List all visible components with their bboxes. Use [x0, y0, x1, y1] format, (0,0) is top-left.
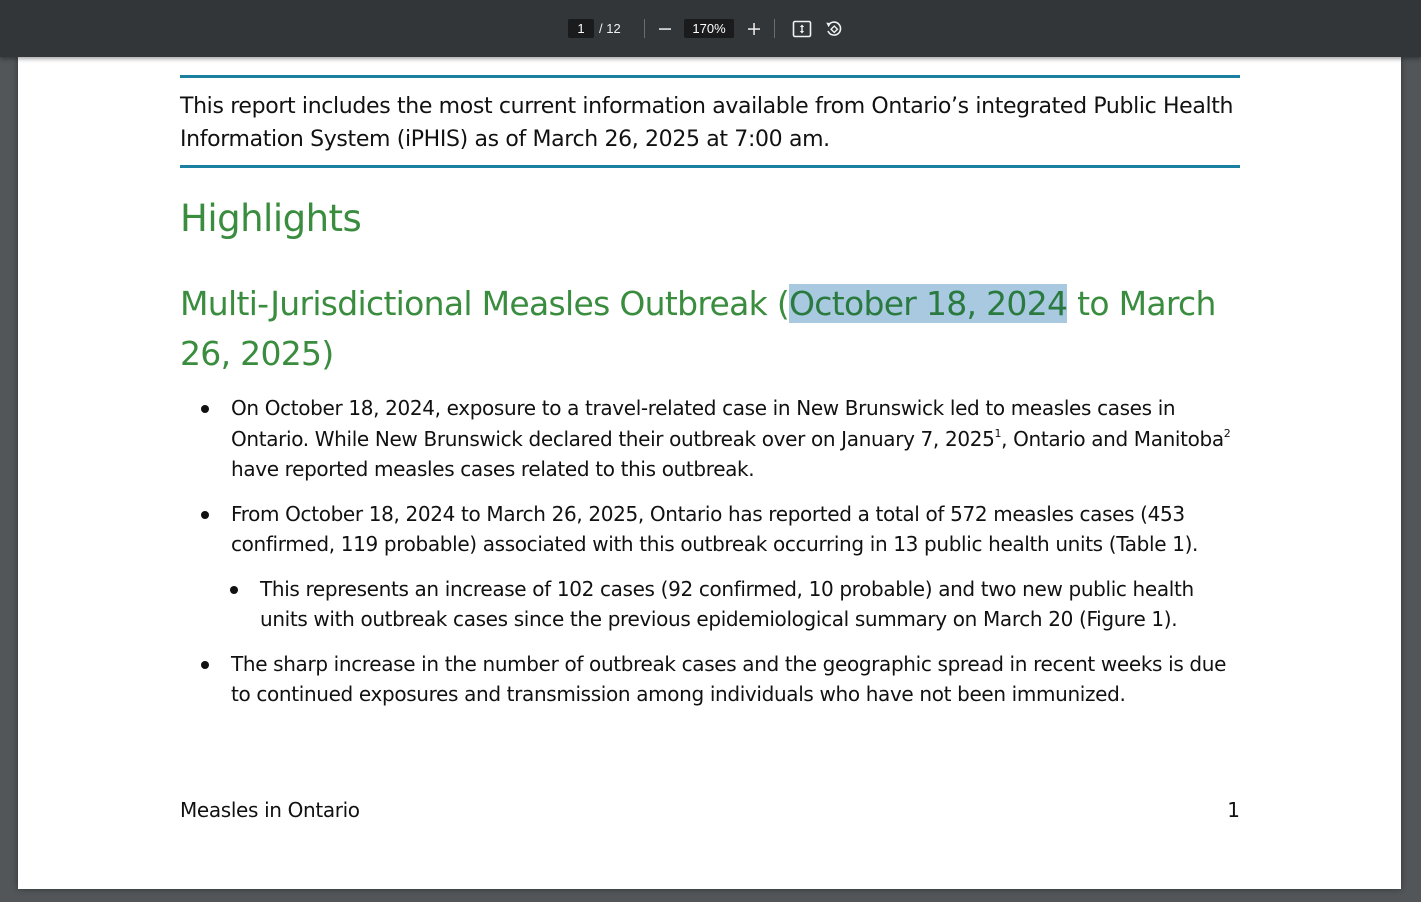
- bullet-icon: [201, 405, 209, 413]
- fit-to-page-icon: [792, 20, 812, 38]
- toolbar-divider: [644, 19, 645, 38]
- footnote-ref[interactable]: 2: [1223, 426, 1231, 440]
- outbreak-heading-end: to March 26, 2025): [180, 284, 1216, 373]
- footer-title: Measles in Ontario: [180, 798, 360, 822]
- bullet-text: have reported measles cases related to this outbreak.: [231, 457, 755, 481]
- highlights-heading: Highlights: [180, 197, 362, 240]
- bullet-icon: [230, 586, 238, 594]
- bullet-text: , Ontario and Manitoba: [1001, 426, 1224, 451]
- outbreak-heading-start: Multi-Jurisdictional Measles Outbreak (: [180, 284, 789, 323]
- document-viewer[interactable]: [0, 57, 1421, 902]
- minus-icon: [658, 22, 672, 36]
- page-navigation: [568, 0, 621, 57]
- highlights-list: [180, 393, 1240, 724]
- zoom-level-input[interactable]: 170%: [684, 19, 734, 38]
- list-item: [180, 649, 1240, 710]
- bullet-text: The sharp increase in the number of outbreak cases and the geographic spread in recent weeks is due to continued exposures and transmission among individuals who have not been immunized.: [231, 651, 1227, 706]
- bullet-text: On October 18, 2024, exposure to a travel-related case in New Brunswick led to measles cases in Ontario. While New Brunswick declared their outbreak over on January 7, 2025: [231, 396, 1176, 451]
- bullet-text: From October 18, 2024 to March 26, 2025, Ontario has reported a total of 572 measles cases (453 confirmed, 119 probable) associated with this outbreak occurring in 13 public health units (Table 1).: [231, 501, 1199, 556]
- fit-to-page-button[interactable]: [791, 18, 813, 40]
- footnote-ref[interactable]: 1: [994, 426, 1002, 440]
- list-item: [180, 393, 1240, 485]
- page-number-input[interactable]: 1: [568, 19, 594, 38]
- toolbar-divider: [774, 19, 775, 38]
- bullet-icon: [201, 511, 209, 519]
- bullet-text: This represents an increase of 102 cases (92 confirmed, 10 probable) and two new public health units with outbreak cases since the previous epidemiological summary on March 20 (Figure 1).: [260, 576, 1194, 631]
- page-count-label: / 12: [599, 21, 621, 36]
- intro-bottom-rule: [180, 165, 1240, 168]
- top-rule: [180, 75, 1240, 78]
- rotate-button[interactable]: [823, 18, 845, 40]
- zoom-field: [684, 0, 734, 57]
- zoom-in-button[interactable]: [743, 18, 765, 40]
- pdf-toolbar: [0, 0, 1421, 57]
- pdf-page: [18, 57, 1401, 889]
- sub-list-item: [180, 574, 1240, 635]
- page-number: 1: [1227, 798, 1240, 822]
- plus-icon: [747, 22, 761, 36]
- selected-text-highlight: October 18, 2024: [789, 284, 1068, 323]
- outbreak-heading: [180, 279, 1240, 379]
- zoom-out-button[interactable]: [654, 18, 676, 40]
- rotate-counterclockwise-icon: [824, 19, 844, 39]
- report-intro-text: This report includes the most current information available from Ontario’s integrated Public Health Information System (iPHIS) as of March 26, 2025 at 7:00 am.: [180, 94, 1234, 152]
- list-item: [180, 499, 1240, 560]
- bullet-icon: [201, 661, 209, 669]
